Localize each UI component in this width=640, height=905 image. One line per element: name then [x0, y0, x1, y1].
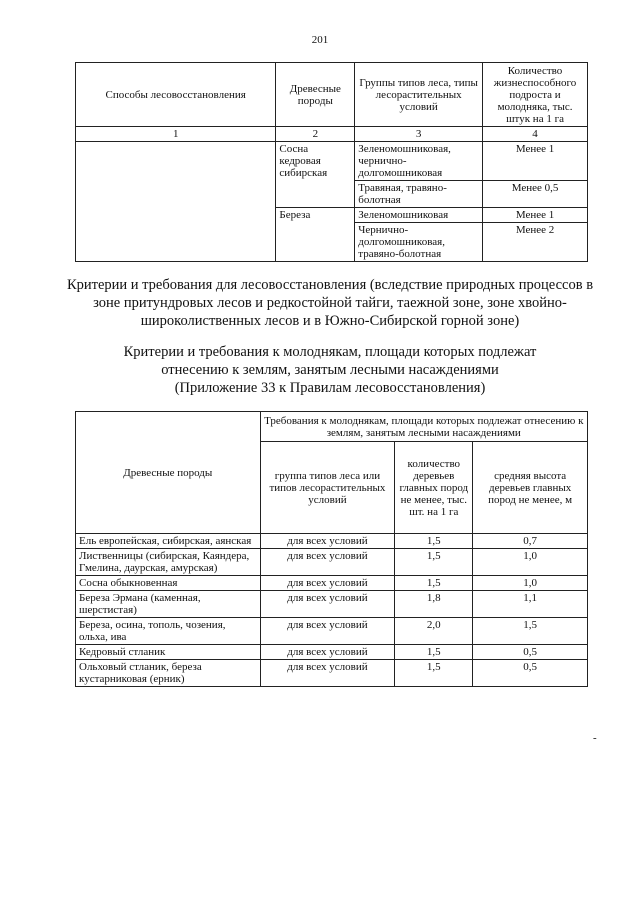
species-cell: Сосна кедровая сибирская	[276, 142, 355, 208]
header-requirements: Требования к молоднякам, площади которых подлежат отнесению к землям, занятым лесными насаждениями	[260, 412, 587, 442]
species-cell: Лиственницы (сибирская, Каяндера, Гмелина, даурская, амурская)	[76, 549, 261, 576]
forest-type-cell: Чернично-долгомошниковая, травяно-болотная	[355, 223, 483, 262]
conditions-cell: для всех условий	[260, 618, 395, 645]
conditions-cell: для всех условий	[260, 591, 395, 618]
species-cell: Береза Эрмана (каменная, шерстистая)	[76, 591, 261, 618]
table-row	[76, 645, 588, 660]
table-row	[76, 576, 588, 591]
header-conditions: группа типов леса или типов лесорастительных условий	[260, 442, 395, 534]
height-cell: 1,0	[473, 576, 588, 591]
heading-line: (Приложение 33 к Правилам лесовосстановления)	[174, 380, 486, 396]
table-row	[76, 591, 588, 618]
young-stands-table	[75, 411, 588, 687]
count-cell: 2,0	[395, 618, 473, 645]
height-cell: 0,5	[473, 660, 588, 687]
height-cell: 1,0	[473, 549, 588, 576]
header-count: количество деревьев главных пород не менее, тыс. шт. на 1 га	[395, 442, 473, 534]
count-cell: 1,8	[395, 591, 473, 618]
heading-line: отнесению к землям, занятым лесными насаждениями	[161, 362, 499, 378]
col-number: 3	[355, 127, 483, 142]
count-cell: 1,5	[395, 645, 473, 660]
forest-type-cell: Травяная, травяно-болотная	[355, 181, 483, 208]
method-cell	[76, 142, 276, 262]
conditions-cell: для всех условий	[260, 549, 395, 576]
table-row	[76, 534, 588, 549]
species-cell: Ель европейская, сибирская, аянская	[76, 534, 261, 549]
count-cell: 1,5	[395, 576, 473, 591]
table-row	[76, 660, 588, 687]
count-cell: 1,5	[395, 549, 473, 576]
conditions-cell: для всех условий	[260, 534, 395, 549]
conditions-cell: для всех условий	[260, 576, 395, 591]
amount-cell: Менее 1	[483, 142, 588, 181]
col-number: 2	[276, 127, 355, 142]
conditions-cell: для всех условий	[260, 645, 395, 660]
table-row	[76, 549, 588, 576]
forest-restoration-table	[75, 62, 588, 262]
header-amount: Количество жизнеспособного подроста и молодняка, тыс. штук на 1 га	[483, 63, 588, 127]
page-number: 201	[311, 34, 329, 46]
species-cell: Ольховый стланик, береза кустарниковая (ерник)	[76, 660, 261, 687]
header-method: Способы лесовосстановления	[76, 63, 276, 127]
heading-line: Критерии и требования к молоднякам, площади которых подлежат	[123, 344, 537, 360]
count-cell: 1,5	[395, 660, 473, 687]
header-height: средняя высота деревьев главных пород не менее, м	[473, 442, 588, 534]
table-row	[76, 618, 588, 645]
species-cell: Береза	[276, 208, 355, 262]
species-cell: Сосна обыкновенная	[76, 576, 261, 591]
conditions-cell: для всех условий	[260, 660, 395, 687]
col-number: 1	[76, 127, 276, 142]
height-cell: 1,5	[473, 618, 588, 645]
amount-cell: Менее 2	[483, 223, 588, 262]
height-cell: 0,5	[473, 645, 588, 660]
species-cell: Кедровый стланик	[76, 645, 261, 660]
height-cell: 1,1	[473, 591, 588, 618]
forest-type-cell: Зеленомошниковая	[355, 208, 483, 223]
header-forest-type: Группы типов леса, типы лесорастительных условий	[355, 63, 483, 127]
header-species: Древесные породы	[76, 412, 261, 534]
table-row	[76, 142, 588, 181]
trailing-mark: -	[593, 732, 597, 744]
amount-cell: Менее 1	[483, 208, 588, 223]
forest-type-cell: Зеленомошниковая, чернично-долгомошниковая	[355, 142, 483, 181]
count-cell: 1,5	[395, 534, 473, 549]
col-number: 4	[483, 127, 588, 142]
amount-cell: Менее 0,5	[483, 181, 588, 208]
section-heading-young-stands	[60, 343, 600, 397]
header-species: Древесные породы	[276, 63, 355, 127]
species-cell: Береза, осина, тополь, чозения, ольха, ива	[76, 618, 261, 645]
height-cell: 0,7	[473, 534, 588, 549]
section-heading-criteria: Критерии и требования для лесовосстановления (вследствие природных процессов в зоне притундровых лесов и редкостойной тайги, таежной зоне, зоне хвойно-широколиственных лесов и в Южно-Сибирской горной зоне)	[66, 277, 594, 329]
